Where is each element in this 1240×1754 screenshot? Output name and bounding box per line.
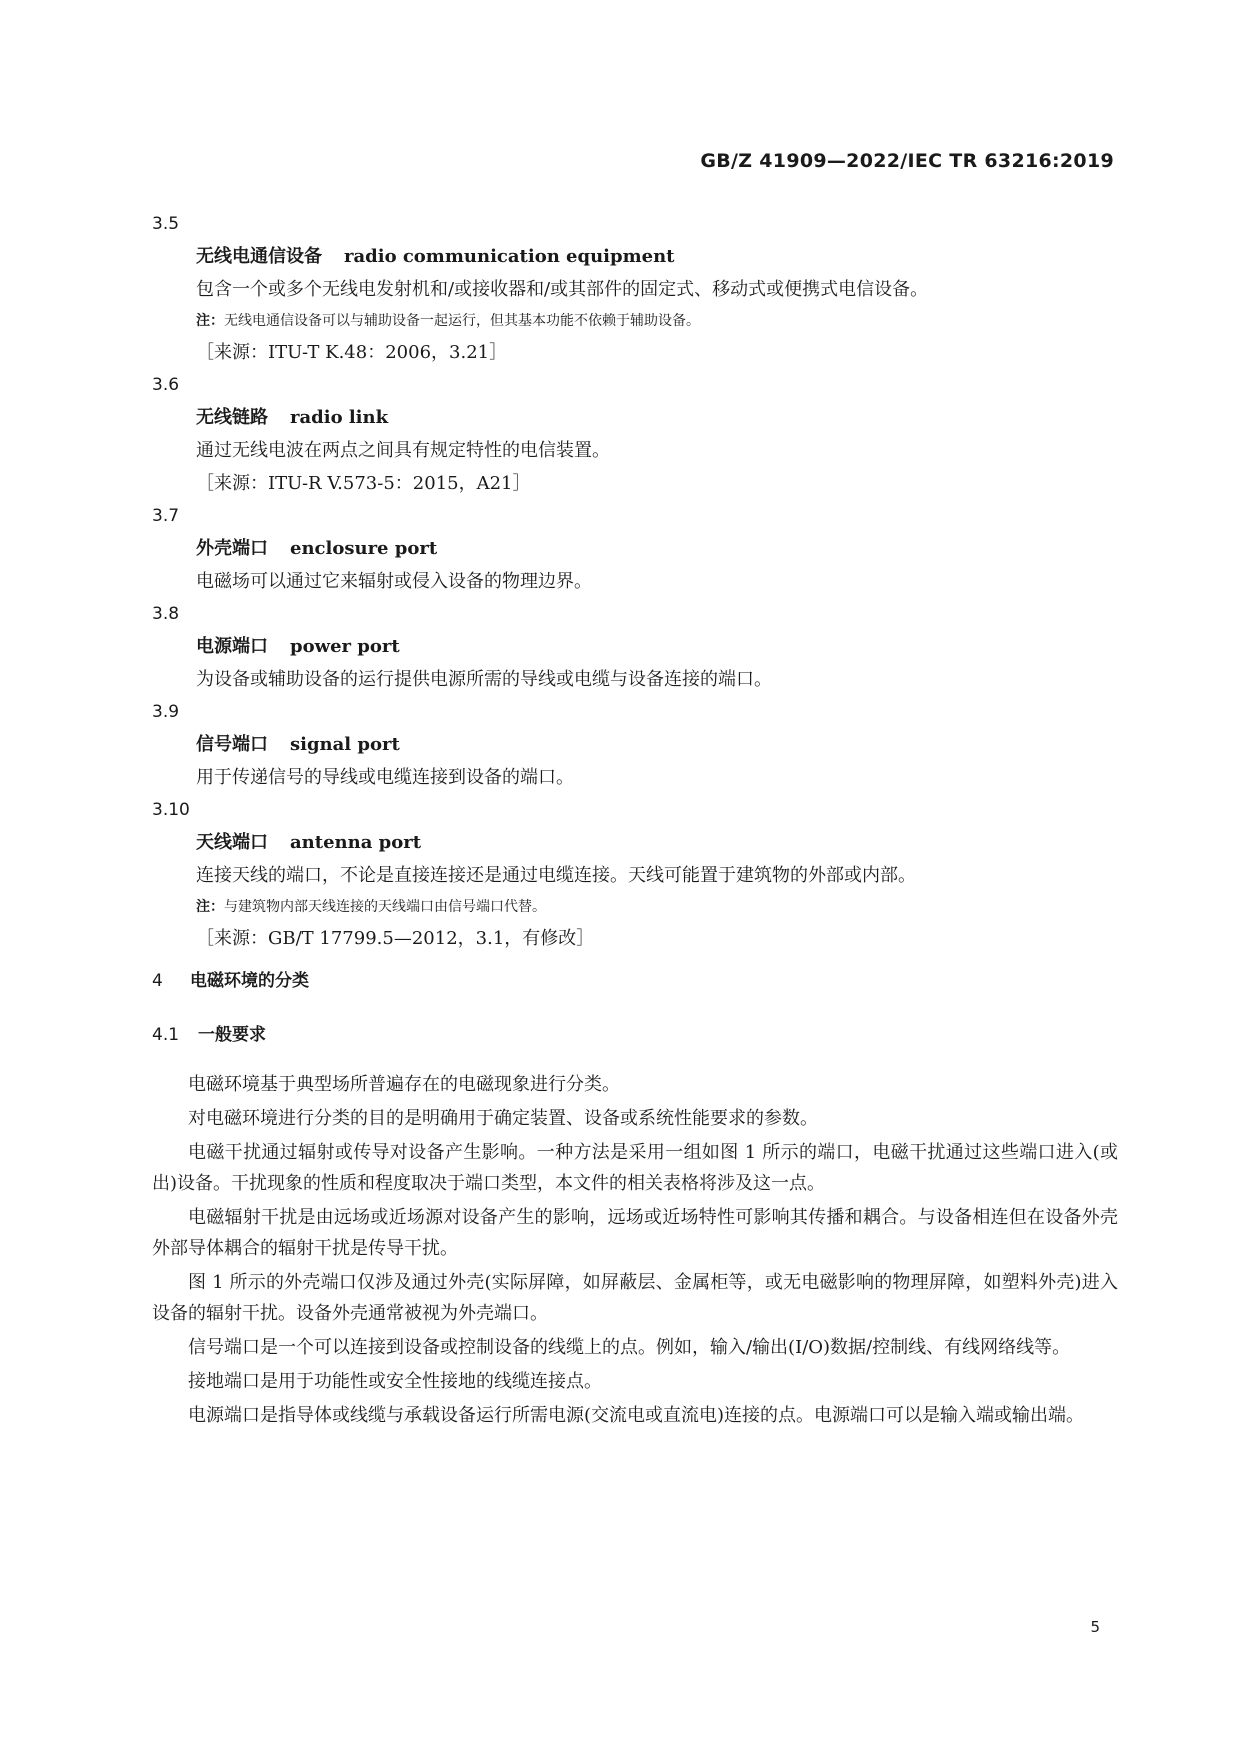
term-definition: 连接天线的端口，不论是直接连接还是通过电缆连接。天线可能置于建筑物的外部或内部。 [196,865,916,886]
body-paragraph: 对电磁环境进行分类的目的是明确用于确定装置、设备或系统性能要求的参数。 [188,1108,818,1129]
term-entry [152,630,1118,696]
term-source: ［来源：GB/T 17799.5—2012，3.1，有修改］ [196,928,595,949]
term-definition: 通过无线电波在两点之间具有规定特性的电信装置。 [196,440,610,461]
term-source: ［来源：ITU-T K.48：2006，3.21］ [196,342,508,363]
subsection-heading [152,1019,1118,1051]
terms-list [152,208,1118,955]
body-paragraph: 信号端口是一个可以连接到设备或控制设备的线缆上的点。例如，输入/输出(I/O)数据/控制线、有线网络线等。 [188,1337,1071,1358]
term-heading [196,826,1118,859]
term-source: ［来源：ITU-R V.573-5：2015，A21］ [196,473,531,494]
page-content [152,208,1118,1434]
note-label: 注： [196,313,224,329]
term-heading [196,532,1118,565]
term-note [196,892,1118,922]
body-paragraph: 电源端口是指导体或线缆与承载设备运行所需电源(交流电或直流电)连接的点。电源端口可以是输入端或输出端。 [188,1405,1085,1426]
section-number: 4 [152,971,163,991]
term-en: antenna port [290,832,422,853]
term-number: 3.8 [152,604,180,624]
term-zh: 无线电通信设备 [196,246,322,267]
subsection-number: 4.1 [152,1025,180,1045]
note-label: 注： [196,899,224,915]
body-paragraph: 电磁干扰通过辐射或传导对设备产生影响。一种方法是采用一组如图 1 所示的端口，电磁干扰通过这些端口进入(或出)设备。干扰现象的性质和程度取决于端口类型，本文件的相关表格将涉及这一点。 [152,1142,1118,1194]
body-paragraph: 电磁环境基于典型场所普遍存在的电磁现象进行分类。 [188,1074,620,1095]
term-en: radio link [290,407,389,428]
section-title: 电磁环境的分类 [190,971,309,991]
section-heading [152,965,1118,997]
term-en: power port [290,636,400,657]
term-heading [196,728,1118,761]
term-zh: 无线链路 [196,407,268,428]
note-text: 无线电通信设备可以与辅助设备一起运行，但其基本功能不依赖于辅助设备。 [224,313,700,329]
term-number: 3.5 [152,214,180,234]
term-en: signal port [290,734,400,755]
term-number: 3.6 [152,375,180,395]
body-paragraphs [152,1069,1118,1431]
page-number: 5 [1090,1618,1100,1636]
term-definition: 用于传递信号的导线或电缆连接到设备的端口。 [196,767,574,788]
term-entry [152,728,1118,794]
term-heading [196,401,1118,434]
term-heading [196,240,1118,273]
body-paragraph: 接地端口是用于功能性或安全性接地的线缆连接点。 [188,1371,602,1392]
term-entry [152,401,1118,500]
term-number: 3.9 [152,702,180,722]
term-number: 3.7 [152,506,180,526]
term-definition: 包含一个或多个无线电发射机和/或接收器和/或其部件的固定式、移动式或便携式电信设备。 [196,279,929,300]
body-paragraph: 电磁辐射干扰是由远场或近场源对设备产生的影响，远场或近场特性可影响其传播和耦合。与设备相连但在设备外壳外部导体耦合的辐射干扰是传导干扰。 [152,1207,1118,1259]
term-entry [152,532,1118,598]
term-definition: 为设备或辅助设备的运行提供电源所需的导线或电缆与设备连接的端口。 [196,669,772,690]
term-definition: 电磁场可以通过它来辐射或侵入设备的物理边界。 [196,571,592,592]
term-zh: 信号端口 [196,734,268,755]
term-en: radio communication equipment [344,246,675,267]
term-zh: 外壳端口 [196,538,268,559]
term-en: enclosure port [290,538,438,559]
term-zh: 电源端口 [196,636,268,657]
term-note [196,306,1118,336]
term-entry [152,240,1118,369]
term-number: 3.10 [152,800,190,820]
standard-header: GB/Z 41909—2022/IEC TR 63216:2019 [700,150,1114,172]
term-zh: 天线端口 [196,832,268,853]
body-paragraph: 图 1 所示的外壳端口仅涉及通过外壳(实际屏障，如屏蔽层、金属柜等，或无电磁影响的物理屏障，如塑料外壳)进入设备的辐射干扰。设备外壳通常被视为外壳端口。 [152,1272,1118,1324]
term-entry [152,826,1118,955]
term-heading [196,630,1118,663]
subsection-title: 一般要求 [198,1025,266,1045]
note-text: 与建筑物内部天线连接的天线端口由信号端口代替。 [224,899,546,915]
